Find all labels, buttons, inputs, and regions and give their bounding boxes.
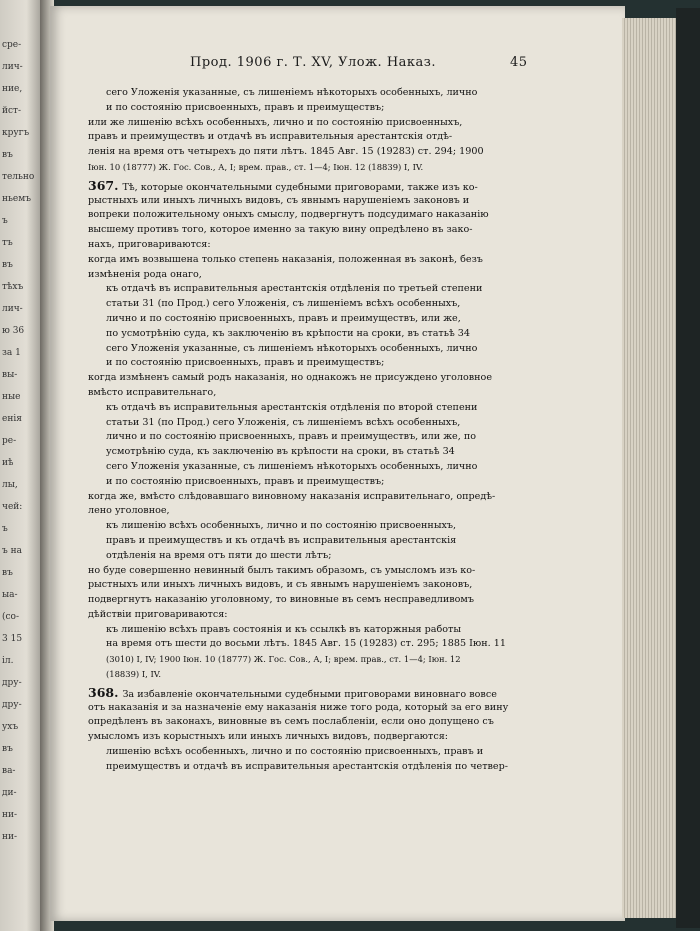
text-line <box>88 637 533 652</box>
text-line <box>88 623 533 638</box>
text-line <box>88 534 533 549</box>
line-text: къ лишенію всѣхъ особенныхъ, лично и по состоянію присвоенныхъ, <box>106 520 457 532</box>
text-line <box>88 401 533 416</box>
line-text: правъ и преимуществъ и отдачѣ въ исправительныя арестантскія отдѣ- <box>88 131 453 143</box>
text-line <box>88 371 533 386</box>
text-line <box>88 593 533 608</box>
text-line <box>88 327 533 342</box>
text-line <box>88 223 533 238</box>
left-page-text-fragment: ъ <box>2 216 8 226</box>
line-text: сего Уложенія указанные, съ лишеніемъ нѣкоторыхъ особенныхъ, лично <box>106 87 478 98</box>
text-line <box>88 745 533 760</box>
left-page-text-fragment: (со- <box>2 612 20 622</box>
header-title: Прод. 1906 г. Т. XV, Улож. Наказ. <box>190 55 437 70</box>
left-page-text-fragment: кругъ <box>2 128 30 138</box>
text-line <box>88 297 533 312</box>
article-number: 368. <box>88 685 119 700</box>
left-page-text-fragment: ные <box>2 392 21 402</box>
left-page-text-fragment: йст- <box>2 106 22 116</box>
left-page-text-fragment: лич- <box>2 62 23 72</box>
article-number: 367. <box>88 178 119 193</box>
text-line <box>88 701 533 716</box>
left-page-text-fragment: ре- <box>2 436 17 446</box>
line-text: но буде совершенно невинный былъ такимъ образомъ, съ умысломъ изъ ко- <box>88 564 476 576</box>
left-page-text-fragment: лич- <box>2 304 23 314</box>
text-line <box>88 160 533 175</box>
left-page-fragment <box>0 0 44 931</box>
left-page-text-fragment: ни- <box>2 810 18 820</box>
line-text: Іюн. 10 (18777) Ж. Гос. Сов., А, I; врем. прав., ст. 1—4; Іюн. 12 (18839) I, IV. <box>88 161 424 172</box>
left-page-text-fragment: дру- <box>2 678 22 688</box>
text-line <box>88 715 533 730</box>
left-page-text-fragment: дру- <box>2 700 22 710</box>
line-text: вмѣсто исправительнаго, <box>88 386 217 398</box>
left-page-text-fragment: енія <box>2 414 22 424</box>
line-text: преимуществъ и отдачѣ въ исправительныя арестантскія отдѣленія по четвер- <box>106 760 508 772</box>
left-page-text-fragment: ньемъ <box>2 194 31 204</box>
line-text: ленія на время отъ четырехъ до пяти лѣтъ. 1845 Авг. 15 (19283) ст. 294; 1900 <box>88 146 484 158</box>
text-line <box>88 416 533 431</box>
line-text: и по состоянію присвоенныхъ, правъ и преимуществъ; <box>106 475 385 487</box>
line-text: лишенію всѣхъ особенныхъ, лично и по состоянію присвоенныхъ, правъ и <box>106 746 484 758</box>
left-page-text-fragment: тельно <box>2 172 35 182</box>
left-page-text-fragment: ва- <box>2 766 16 776</box>
text-line <box>88 194 533 209</box>
page-body-text <box>88 86 533 775</box>
text-line <box>88 475 533 490</box>
text-line <box>88 268 533 283</box>
text-line <box>88 86 533 101</box>
text-line <box>88 430 533 445</box>
line-text: лично и по состоянію присвоенныхъ, правъ и преимуществъ, или же, <box>106 312 461 324</box>
left-page-text-fragment: іл. <box>2 656 14 666</box>
text-line <box>88 145 533 160</box>
left-page-text-fragment: чей: <box>2 502 23 512</box>
book-cover-edge <box>676 8 700 928</box>
text-line <box>88 519 533 534</box>
left-page-text-fragment: ъ <box>2 524 8 534</box>
left-page-text-fragment: въ <box>2 568 13 578</box>
text-line <box>88 686 533 701</box>
line-text: статьи 31 (по Прод.) сего Уложенія, съ лишеніемъ всѣхъ особенныхъ, <box>106 298 461 310</box>
text-line <box>88 208 533 223</box>
text-line <box>88 312 533 327</box>
text-line <box>88 667 533 682</box>
line-text: когда измѣненъ самый родъ наказанія, но однакожъ не присуждено уголовное <box>88 372 493 384</box>
left-page-text-fragment: ю 36 <box>2 326 25 336</box>
line-text: высшему противъ того, которое именно за такую вину опредѣлено въ зако- <box>88 224 473 236</box>
line-text: опредѣленъ въ законахъ, виновные въ семъ послабленіи, если оно допущено съ <box>88 716 494 728</box>
line-text: За избавленіе окончательными судебными приговорами виновнаго вовсе <box>122 688 497 700</box>
text-line <box>88 282 533 297</box>
text-line <box>88 386 533 401</box>
line-text: Тѣ, которые окончательными судебными приговорами, также изъ ко- <box>122 181 478 193</box>
line-text: измѣненія рода онаго, <box>88 268 202 280</box>
text-line <box>88 253 533 268</box>
left-page-text-fragment: за 1 <box>2 348 21 358</box>
line-text: правъ и преимуществъ и къ отдачѣ въ исправительныя арестантскія <box>106 534 457 546</box>
text-line <box>88 578 533 593</box>
line-text: къ отдачѣ въ исправительныя арестантскія отдѣленія по второй степени <box>106 401 478 413</box>
left-page-text-fragment: лы, <box>2 480 18 490</box>
left-page-text-fragment: вы- <box>2 370 18 380</box>
line-text: или же лишенію всѣхъ особенныхъ, лично и по состоянію присвоенныхъ, <box>88 116 463 128</box>
line-text: рыстныхъ или иныхъ личныхъ видовъ, и съ явнымъ нарушеніемъ законовъ, <box>88 579 473 591</box>
page-edges <box>622 18 678 918</box>
text-line <box>88 549 533 564</box>
line-text: нахъ, приговариваются: <box>88 238 211 250</box>
text-line <box>88 130 533 145</box>
line-text: дѣйствіи приговариваются: <box>88 608 228 620</box>
text-line <box>88 564 533 579</box>
line-text: вопреки положительному оныхъ смыслу, подвергнутъ подсудимаго наказанію <box>88 209 489 221</box>
text-line <box>88 238 533 253</box>
line-text: умысломъ изъ корыстныхъ или иныхъ личныхъ видовъ, подвергаются: <box>88 731 448 743</box>
text-line <box>88 356 533 371</box>
text-line <box>88 490 533 505</box>
line-text: (18839) I, IV. <box>106 669 162 680</box>
text-line <box>88 730 533 745</box>
line-text: когда же, вмѣсто слѣдовавшаго виновному наказанія исправительнаго, опредѣ- <box>88 490 496 502</box>
line-text: къ лишенію всѣхъ правъ состоянія и къ ссылкѣ въ каторжныя работы <box>106 623 461 635</box>
left-page-text-fragment: тъ <box>2 238 13 248</box>
left-page-text-fragment: 3 15 <box>2 634 23 644</box>
text-line <box>88 608 533 623</box>
line-text: статьи 31 (по Прод.) сего Уложенія, съ лишеніемъ всѣхъ особенныхъ, <box>106 416 461 428</box>
left-page-text-fragment: ыа- <box>2 590 18 600</box>
line-text: когда имъ возвышена только степень наказанія, положенная въ законѣ, безъ <box>88 253 483 265</box>
text-line <box>88 342 533 357</box>
left-page-text-fragment: въ <box>2 150 13 160</box>
line-text: усмотрѣнію суда, къ заключенію въ крѣпости на сроки, въ статьѣ 34 <box>106 446 455 458</box>
line-text: (3010) I, IV; 1900 Іюн. 10 (18777) Ж. Гос. Сов., А, I; врем. прав., ст. 1—4; Іюн. 12 <box>106 654 461 665</box>
line-text: сего Уложенія указанные, съ лишеніемъ нѣкоторыхъ особенныхъ, лично <box>106 342 478 354</box>
left-page-text-fragment: иѣ <box>2 458 14 468</box>
line-text: лено уголовное, <box>88 505 170 517</box>
line-text: на время отъ шести до восьми лѣтъ. 1845 Авг. 15 (19283) ст. 295; 1885 Іюн. 11 <box>106 638 506 650</box>
text-line <box>88 116 533 131</box>
line-text: лично и по состоянію присвоенныхъ, правъ и преимуществъ, или же, по <box>106 431 476 443</box>
text-line <box>88 445 533 460</box>
page-number: 45 <box>510 55 528 70</box>
left-page-text-fragment: въ <box>2 744 13 754</box>
line-text: по усмотрѣнію суда, къ заключенію въ крѣпости на сроки, въ статьѣ 34 <box>106 327 470 339</box>
line-text: отъ наказанія и за назначеніе ему наказанія ниже того рода, который за его вину <box>88 701 509 713</box>
text-line <box>88 101 533 116</box>
left-page-text-fragment: ни- <box>2 832 18 842</box>
left-page-text-fragment: ухъ <box>2 722 19 732</box>
line-text: отдѣленія на время отъ пяти до шести лѣтъ; <box>106 549 332 561</box>
left-page-text-fragment: въ <box>2 260 13 270</box>
line-text: и по состоянію присвоенныхъ, правъ и преимуществъ; <box>106 101 385 113</box>
left-page-text-fragment: ние, <box>2 84 23 94</box>
text-line <box>88 652 533 667</box>
left-page-text-fragment: ди- <box>2 788 17 798</box>
left-page-text-fragment: сре- <box>2 40 22 50</box>
left-page-text-fragment: ъ на <box>2 546 22 556</box>
text-line <box>88 760 533 775</box>
line-text: подвергнутъ наказанію уголовному, то виновные въ семъ несправедливомъ <box>88 594 474 606</box>
left-page-text-fragment: тѣхъ <box>2 282 24 292</box>
line-text: и по состоянію присвоенныхъ, правъ и преимуществъ; <box>106 357 385 369</box>
text-line <box>88 179 533 194</box>
line-text: къ отдачѣ въ исправительныя арестантскія отдѣленія по третьей степени <box>106 283 483 295</box>
line-text: рыстныхъ или иныхъ личныхъ видовъ, съ явнымъ нарушеніемъ законовъ и <box>88 194 470 206</box>
text-line <box>88 460 533 475</box>
line-text: сего Уложенія указанные, съ лишеніемъ нѣкоторыхъ особенныхъ, лично <box>106 460 478 472</box>
text-line <box>88 504 533 519</box>
